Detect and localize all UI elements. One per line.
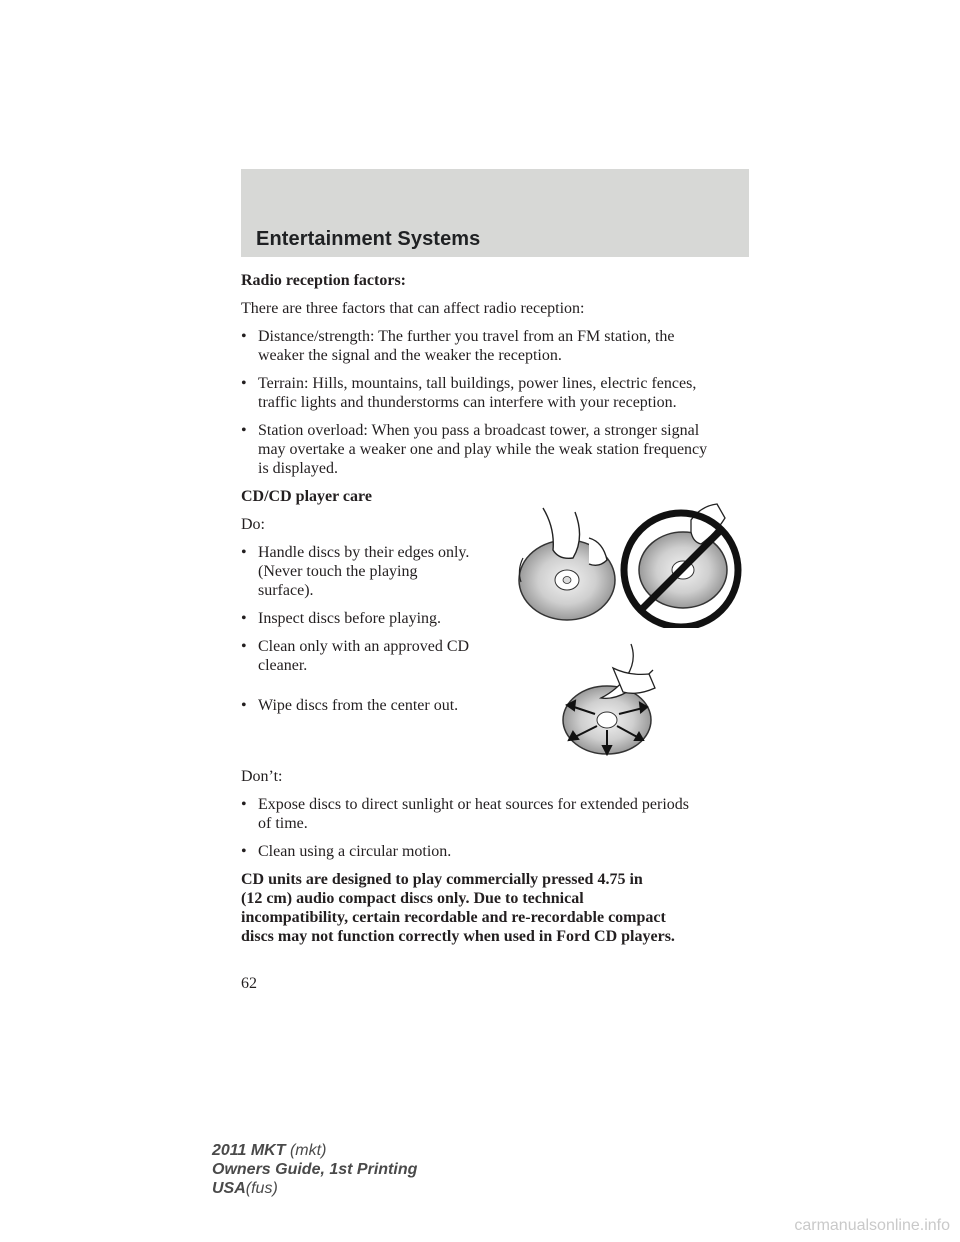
dont-label: Don’t: [241, 768, 283, 785]
footer-market-code: (fus) [245, 1180, 278, 1197]
watermark: carmanualsonline.info [794, 1217, 950, 1234]
bullet-glyph: • [241, 796, 247, 813]
wipe-disc-illustration [557, 640, 667, 756]
footer-edition: Owners Guide, 1st Printing [212, 1161, 418, 1178]
do-label: Do: [241, 516, 265, 533]
cd-care-heading: CD/CD player care [241, 488, 372, 505]
cd-warning-line: incompatibility, certain recordable and re-recordable compact [241, 909, 666, 926]
radio-intro: There are three factors that can affect radio reception: [241, 300, 585, 317]
radio-heading: Radio reception factors: [241, 272, 406, 289]
cd-warning-line: (12 cm) audio compact discs only. Due to technical [241, 890, 584, 907]
bullet-glyph: • [241, 610, 247, 627]
bullet-glyph: • [241, 638, 247, 655]
bullet-glyph: • [241, 422, 247, 439]
section-title: Entertainment Systems [256, 228, 481, 250]
cd-warning-line: discs may not function correctly when used in Ford CD players. [241, 928, 675, 945]
bullet-glyph: • [241, 375, 247, 392]
footer-model-code: (mkt) [289, 1142, 327, 1159]
footer-market: USA [212, 1180, 246, 1197]
bullet-glyph: • [241, 843, 247, 860]
bullet-glyph: • [241, 328, 247, 345]
bullet-glyph: • [241, 544, 247, 561]
disc-held-by-edges [519, 508, 615, 620]
page-number: 62 [241, 975, 257, 992]
handle-disc-illustration [515, 498, 753, 628]
bullet-glyph: • [241, 697, 247, 714]
footer-model: 2011 MKT [212, 1142, 286, 1159]
print-footer [212, 1141, 417, 1198]
cd-warning-line: CD units are designed to play commercially pressed 4.75 in [241, 871, 643, 888]
